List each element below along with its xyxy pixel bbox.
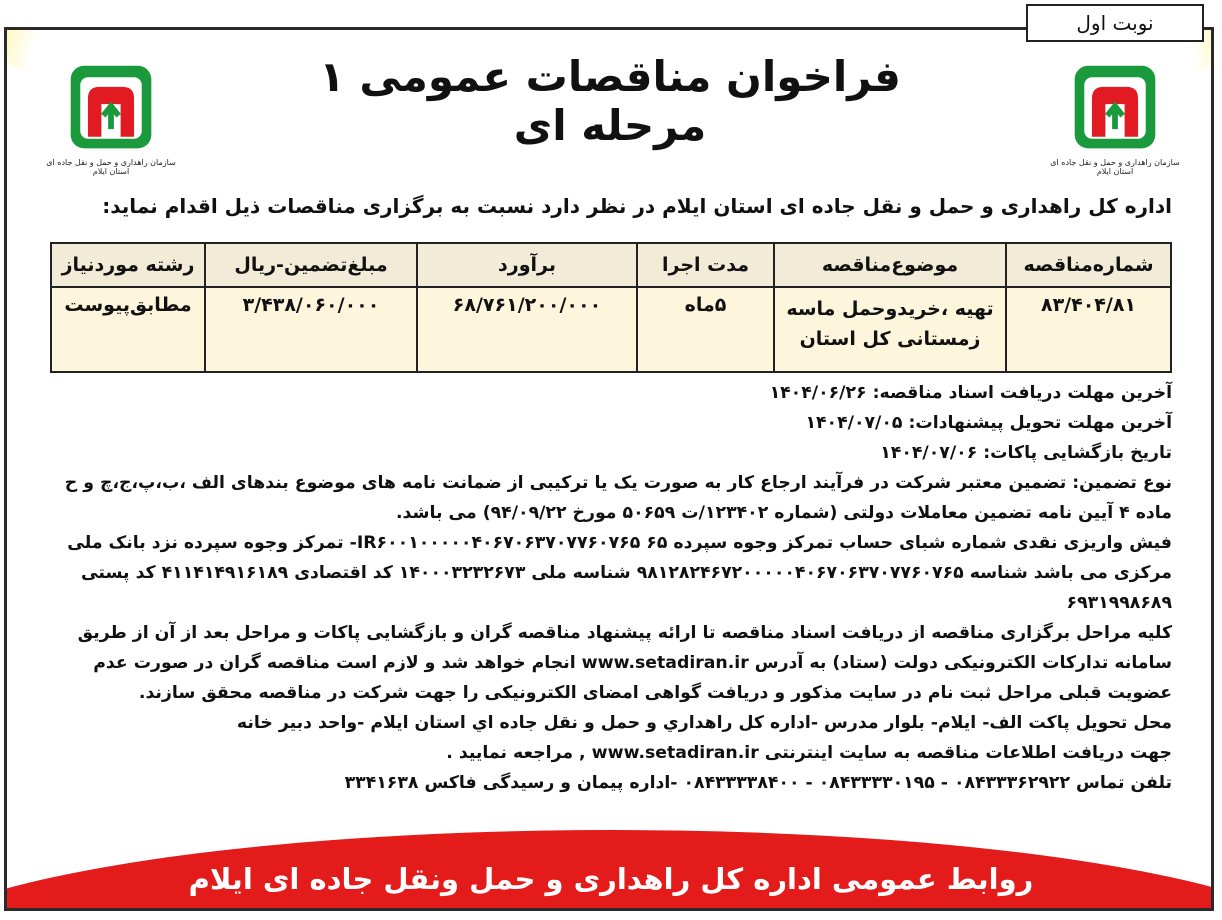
table-header-row	[51, 243, 1171, 287]
column-header-guarantee-amount: مبلغ‌تضمین-ریال	[205, 243, 417, 287]
guarantee-type: نوع تضمین: تضمین معتبر شرکت در فرآیند ارجاع کار به صورت یک یا ترکیبی از ضمانت نامه های موضوع بندهای الف ،ب،پ،ج،چ و ح ماده ۴ آیین نامه تضمین معاملات دولتی (شماره ۱۲۳۴۰۲/ت ۵۰۶۵۹ مورخ ۹۴/۰۹/۲۲) می باشد.	[64, 473, 1172, 523]
cell-tender-number: ۸۳/۴۰۴/۸۱	[1006, 287, 1171, 372]
info-website: جهت دریافت اطلاعات مناقصه به سایت اینترنتی www.setadiran.ir , مراجعه نمایید .	[446, 743, 1172, 763]
column-header-tender-number: شماره‌مناقصه	[1006, 243, 1171, 287]
column-header-estimate: برآورد	[417, 243, 637, 287]
delivery-location: محل تحویل پاکت الف- ایلام- بلوار مدرس -اداره کل راهداري و حمل و نقل جاده اي استان ایلام -واحد دبیر خانه	[236, 713, 1172, 733]
cell-duration: ۵ماه	[637, 287, 774, 372]
logo-caption: سازمان راهداری و حمل و نقل جاده ای استان ایلام	[46, 158, 176, 176]
page-title: فراخوان مناقصات عمومی ۱ مرحله ای	[319, 52, 901, 150]
cell-guarantee-amount: ۳/۴۳۸/۰۶۰/۰۰۰	[205, 287, 417, 372]
deadline-documents: آخرین مهلت دریافت اسناد مناقصه: ۱۴۰۴/۰۶/۲۶	[769, 383, 1172, 403]
tender-table	[50, 242, 1172, 373]
road-organization-emblem-icon	[1067, 60, 1163, 156]
contact-info: تلفن تماس ۰۸۴۳۳۳۶۲۹۲۲ - ۰۸۴۳۳۳۳۰۱۹۵ - ۰۸۴۳۳۳۳۸۴۰۰ -اداره پیمان و رسیدگی فاکس ۳۳۴۱۶۳۸	[344, 773, 1172, 793]
column-header-required-field: رشته مورد‌نیاز	[51, 243, 205, 287]
logo-right	[1042, 60, 1188, 176]
intro-text: اداره کل راهداری و حمل و نقل جاده ای استان ایلام در نظر دارد نسبت به برگزاری مناقصات ذیل اقدام نماید:	[102, 194, 1172, 218]
procedure-info: کلیه مراحل برگزاری مناقصه از دریافت اسناد مناقصه تا ارائه پیشنهاد مناقصه گران و بازگشایی پاکات و مراحل بعد از آن از طریق سامانه تدارکات الکترونیکی دولت (ستاد) به آدرس www.setadiran.ir انجام خواهد شد و لازم است مناقصه گران در صورت عدم عضویت قبلی مراحل ثبت نام در سایت مذکور و دریافت گواهی امضای الکترونیکی را جهت شرکت در مناقصه محقق سازند.	[77, 623, 1172, 703]
round-label: نوبت اول	[1026, 4, 1204, 42]
cell-subject: تهیه ،خرید‌و‌حمل ماسه زمستانی کل استان	[774, 287, 1006, 372]
table-row	[51, 287, 1171, 372]
cell-required-field: مطابق‌پیوست	[51, 287, 205, 372]
logo-left	[38, 60, 184, 176]
opening-date: تاریخ بازگشایی پاکات: ۱۴۰۴/۰۷/۰۶	[880, 443, 1172, 463]
announcement-body	[36, 378, 1172, 798]
cell-estimate: ۶۸/۷۶۱/۲۰۰/۰۰۰	[417, 287, 637, 372]
column-header-subject: موضوع‌مناقصه	[774, 243, 1006, 287]
payment-info: فیش واریزی نقدی شماره شبای حساب تمرکز وجوه سپرده ۶۵ IR۶۰۰۱۰۰۰۰۰۴۰۶۷۰۶۳۷۰۷۷۶۰۷۶۵- تمرکز وجوه سپرده نزد بانک ملی مرکزی می باشد شناسه ۹۸۱۲۸۲۴۶۷۲۰۰۰۰۰۴۰۶۷۰۶۳۷۰۷۷۶۰۷۶۵ شناسه ملی ۱۴۰۰۰۳۲۳۲۶۷۳ کد اقتصادی ۴۱۱۴۱۴۹۱۶۱۸۹ کد پستی ۶۹۳۱۹۹۸۶۸۹	[67, 533, 1172, 613]
column-header-duration: مدت اجرا	[637, 243, 774, 287]
deadline-bids: آخرین مهلت تحویل پیشنهادات: ۱۴۰۴/۰۷/۰۵	[805, 413, 1172, 433]
logo-caption: سازمان راهداری و حمل و نقل جاده ای استان ایلام	[1050, 158, 1180, 176]
footer-public-relations: روابط عمومی اداره کل راهداری و حمل ونقل جاده ای ایلام	[188, 862, 1034, 896]
road-organization-emblem-icon	[63, 60, 159, 156]
